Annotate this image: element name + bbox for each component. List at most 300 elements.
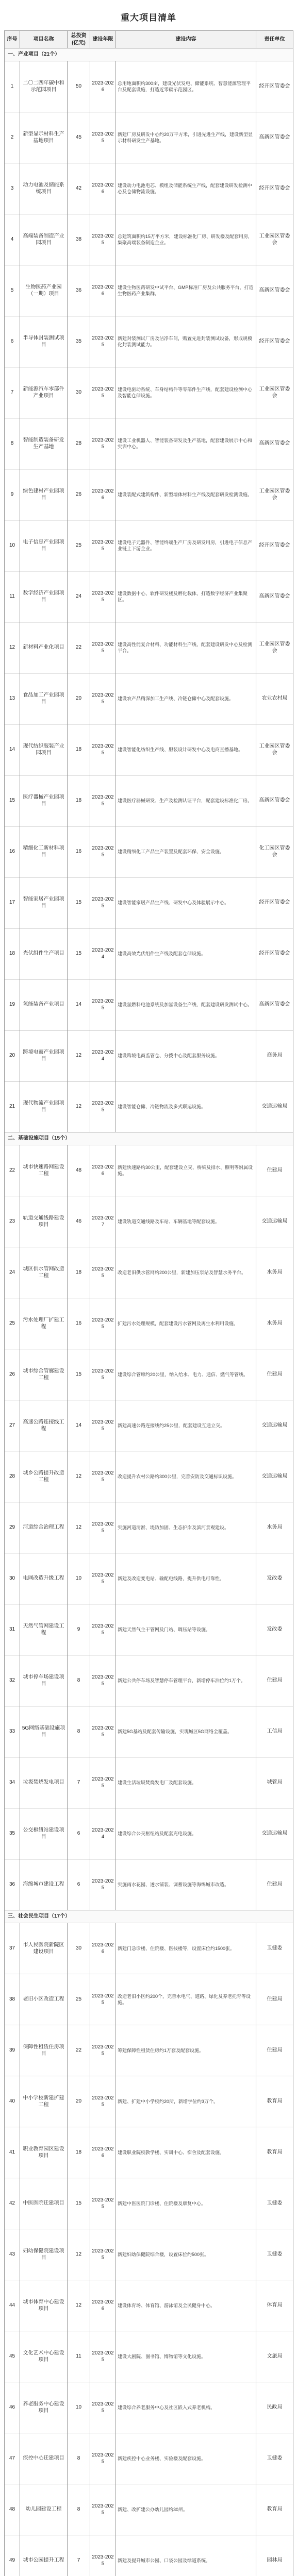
cell-project-name: 中小学校新建扩建工程 — [20, 2076, 68, 2127]
cell-no: 39 — [5, 2025, 20, 2076]
cell-investment: 11 — [68, 2331, 90, 2382]
cell-no: 15 — [5, 775, 20, 826]
cell-unit: 经开区管委会 — [256, 163, 293, 214]
cell-investment: 9 — [68, 1604, 90, 1655]
cell-period: 2023-2025 — [90, 979, 116, 1030]
cell-content: 建设综合养老服务中心及社区嵌入式养老机构。 — [116, 2382, 256, 2433]
cell-project-name: 妇幼保健院建设项目 — [20, 2229, 68, 2280]
cell-project-name: 生物医药产业园（一期）项目 — [20, 265, 68, 316]
cell-project-name: 城区供水管网改造工程 — [20, 1247, 68, 1298]
cell-period: 2023-2026 — [90, 2127, 116, 2178]
cell-content: 建设高性能复合材料、功能材料生产线，配套建设研发中心及检测平台。 — [116, 622, 256, 673]
section-row — [5, 1910, 293, 1923]
cell-content: 建设动力电池电芯、模组及储能系统生产线，配套建设研发检测中心及仓储物流设施。 — [116, 163, 256, 214]
cell-no: 32 — [5, 1655, 20, 1706]
cell-unit: 卫健委 — [256, 2178, 293, 2229]
cell-unit: 住建局 — [256, 2025, 293, 2076]
cell-content: 新建厂房及研发中心约20万平方米，引进先进生产线，建设新型显示材料研发生产基地。 — [116, 112, 256, 163]
cell-unit: 高新区管委会 — [256, 571, 293, 622]
cell-investment: 16 — [68, 1298, 90, 1349]
cell-period: 2023-2025 — [90, 2382, 116, 2433]
cell-period: 2023-2025 — [90, 1604, 116, 1655]
cell-investment: 30 — [68, 367, 90, 418]
cell-investment: 16 — [68, 826, 90, 877]
cell-project-name: 光伏组件生产项目 — [20, 928, 68, 979]
table-row — [5, 1196, 293, 1247]
cell-unit: 住建局 — [256, 1145, 293, 1196]
cell-project-name: 二〇二四年碳中和示范园项目 — [20, 61, 68, 112]
cell-period: 2023-2025 — [90, 2025, 116, 2076]
cell-unit: 经开区管委会 — [256, 61, 293, 112]
cell-project-name: 中医医院迁建项目 — [20, 2178, 68, 2229]
cell-no: 2 — [5, 112, 20, 163]
table-row — [5, 163, 293, 214]
table-row — [5, 1974, 293, 2025]
cell-no: 3 — [5, 163, 20, 214]
cell-content: 实施河道清淤、堤防加固、生态护岸及滨河景观建设。 — [116, 1502, 256, 1553]
cell-project-name: 氢能装备产业项目 — [20, 979, 68, 1030]
table-row — [5, 1859, 293, 1910]
cell-no: 33 — [5, 1706, 20, 1757]
cell-unit: 工业园区管委会 — [256, 367, 293, 418]
cell-investment: 12 — [68, 2229, 90, 2280]
cell-project-name: 数字经济产业园项目 — [20, 571, 68, 622]
cell-project-name: 职业教育园区建设项目 — [20, 2127, 68, 2178]
cell-period: 2023-2025 — [90, 1553, 116, 1604]
cell-period: 2023-2026 — [90, 61, 116, 112]
table-row — [5, 2382, 293, 2433]
cell-no: 18 — [5, 928, 20, 979]
table-row — [5, 2433, 293, 2484]
cell-period: 2023-2025 — [90, 418, 116, 469]
cell-investment: 12 — [68, 2280, 90, 2331]
cell-project-name: 公交枢纽站建设项目 — [20, 1808, 68, 1859]
cell-project-name: 城市快速路网建设工程 — [20, 1145, 68, 1196]
table-row — [5, 418, 293, 469]
cell-investment: 8 — [68, 1655, 90, 1706]
cell-unit: 经开区管委会 — [256, 316, 293, 367]
cell-content: 改造老旧供水管网约200公里，新建加压泵站及智慧水务平台。 — [116, 1247, 256, 1298]
document-title: 重大项目清单 — [121, 13, 176, 23]
cell-period: 2023-2024 — [90, 1030, 116, 1081]
cell-investment: 12 — [68, 1030, 90, 1081]
cell-no: 10 — [5, 520, 20, 571]
cell-investment: 24 — [68, 571, 90, 622]
cell-unit: 住建局 — [256, 1859, 293, 1910]
cell-content: 建设智能家居产品生产线、研发中心及体验展示中心。 — [116, 877, 256, 928]
cell-project-name: 天然气管网建设工程 — [20, 1604, 68, 1655]
cell-period: 2023-2025 — [90, 2433, 116, 2484]
table-row — [5, 877, 293, 928]
cell-content: 扩建污水处理规模，配套建设污水管网及再生水利用设施。 — [116, 1298, 256, 1349]
cell-no: 41 — [5, 2127, 20, 2178]
table-row — [5, 673, 293, 724]
cell-period: 2023-2025 — [90, 826, 116, 877]
header-period: 建设年限 — [90, 31, 116, 48]
cell-investment: 15 — [68, 1349, 90, 1400]
table-row — [5, 1604, 293, 1655]
table-row — [5, 469, 293, 520]
cell-content: 建设精细化工产品生产装置及配套环保、安全设施。 — [116, 826, 256, 877]
cell-content: 新建快速路约30公里，配套建设立交、桥梁及排水、照明等附属设施。 — [116, 1145, 256, 1196]
cell-project-name: 半导体封装测试项目 — [20, 316, 68, 367]
table-row — [5, 2178, 293, 2229]
cell-investment: 6 — [68, 1859, 90, 1910]
cell-investment: 45 — [68, 112, 90, 163]
cell-content: 新建封装测试厂房及洁净车间，购置先进封装测试设备，形成规模化封装测试能力。 — [116, 316, 256, 367]
cell-unit: 交通运输局 — [256, 1400, 293, 1451]
cell-period: 2023-2026 — [90, 265, 116, 316]
table-row — [5, 1298, 293, 1349]
cell-investment: 28 — [68, 418, 90, 469]
cell-investment: 35 — [68, 316, 90, 367]
cell-content: 新建公共停车场及智慧停车管理平台，新增停车泊位约1万个。 — [116, 1655, 256, 1706]
cell-project-name: 保障性租赁住房项目 — [20, 2025, 68, 2076]
cell-investment: 20 — [68, 673, 90, 724]
cell-investment: 12 — [68, 1451, 90, 1502]
cell-unit: 教育局 — [256, 2484, 293, 2535]
cell-project-name: 精细化工新材料项目 — [20, 826, 68, 877]
cell-content: 建设数据中心、软件研发楼及孵化载体，打造数字经济产业集聚区。 — [116, 571, 256, 622]
cell-unit: 经开区管委会 — [256, 928, 293, 979]
cell-content: 新建天然气主干管网及门站、调压站等设施。 — [116, 1604, 256, 1655]
cell-no: 46 — [5, 2382, 20, 2433]
cell-no: 35 — [5, 1808, 20, 1859]
cell-period: 2023-2024 — [90, 1808, 116, 1859]
cell-period: 2023-2025 — [90, 1298, 116, 1349]
cell-project-name: 5G网络基础设施项目 — [20, 1706, 68, 1757]
cell-project-name: 新能源汽车零部件产业项目 — [20, 367, 68, 418]
header-investment: 总投资(亿元) — [68, 31, 90, 48]
cell-investment: 10 — [68, 1553, 90, 1604]
cell-investment: 15 — [68, 928, 90, 979]
cell-project-name: 污水处理厂扩建工程 — [20, 1298, 68, 1349]
table-row — [5, 214, 293, 265]
cell-content: 新建高速公路连接线约25公里，配套建设互通立交。 — [116, 1400, 256, 1451]
project-table — [4, 30, 293, 2576]
cell-no: 30 — [5, 1553, 20, 1604]
cell-content: 建设医疗器械研发、生产及检测认证平台，配套建设标准化厂房。 — [116, 775, 256, 826]
section-label: 一、产业项目（21个） — [5, 48, 293, 61]
cell-no: 22 — [5, 1145, 20, 1196]
cell-no: 47 — [5, 2433, 20, 2484]
table-row — [5, 775, 293, 826]
cell-investment: 18 — [68, 775, 90, 826]
cell-no: 8 — [5, 418, 20, 469]
cell-investment: 8 — [68, 2484, 90, 2535]
cell-no: 6 — [5, 316, 20, 367]
cell-period: 2023-2025 — [90, 1757, 116, 1808]
table-row — [5, 2280, 293, 2331]
cell-investment: 8 — [68, 2433, 90, 2484]
cell-period: 2023-2025 — [90, 1081, 116, 1132]
cell-period: 2023-2025 — [90, 520, 116, 571]
cell-project-name: 电子信息产业园项目 — [20, 520, 68, 571]
table-row — [5, 112, 293, 163]
cell-period: 2023-2025 — [90, 1655, 116, 1706]
cell-investment: 22 — [68, 622, 90, 673]
table-row — [5, 1400, 293, 1451]
cell-no: 25 — [5, 1298, 20, 1349]
table-row — [5, 61, 293, 112]
cell-no: 42 — [5, 2178, 20, 2229]
cell-project-name: 高端装备制造产业园项目 — [20, 214, 68, 265]
cell-investment: 6 — [68, 1808, 90, 1859]
cell-no: 7 — [5, 367, 20, 418]
cell-project-name: 幼儿园建设工程 — [20, 2484, 68, 2535]
cell-period: 2023-2025 — [90, 571, 116, 622]
table-row — [5, 1451, 293, 1502]
cell-unit: 交通运输局 — [256, 1081, 293, 1132]
cell-content: 建设电驱动系统、车身结构件等零部件生产线，配套建设检测中心及智能仓储设施。 — [116, 367, 256, 418]
header-name: 项目名称 — [20, 31, 68, 48]
cell-investment: 38 — [68, 214, 90, 265]
cell-content: 新建、扩建中小学校约20所，新增学位约3万个。 — [116, 2076, 256, 2127]
cell-period: 2023-2025 — [90, 1451, 116, 1502]
cell-no: 48 — [5, 2484, 20, 2535]
cell-content: 新建5G基站及配套传输设施，实现城区5G网络全覆盖。 — [116, 1706, 256, 1757]
cell-content: 建设职业院校教学楼、实训中心、宿舍及配套设施。 — [116, 2127, 256, 2178]
cell-unit: 住建局 — [256, 1655, 293, 1706]
cell-period: 2023-2025 — [90, 1349, 116, 1400]
section-label: 二、基础设施项目（15个） — [5, 1132, 293, 1145]
cell-no: 29 — [5, 1502, 20, 1553]
cell-unit: 住建局 — [256, 1974, 293, 2025]
cell-investment: 8 — [68, 1706, 90, 1757]
cell-period: 2023-2025 — [90, 2229, 116, 2280]
section-row — [5, 1132, 293, 1145]
cell-content: 建设体育场、体育馆、游泳馆及全民健身中心。 — [116, 2280, 256, 2331]
cell-unit: 高新区管委会 — [256, 418, 293, 469]
cell-period: 2023-2025 — [90, 1247, 116, 1298]
cell-no: 36 — [5, 1859, 20, 1910]
cell-period: 2023-2025 — [90, 1502, 116, 1553]
cell-unit: 住建局 — [256, 1349, 293, 1400]
table-row — [5, 520, 293, 571]
cell-investment: 14 — [68, 979, 90, 1030]
cell-investment: 50 — [68, 61, 90, 112]
cell-unit: 文旅局 — [256, 2331, 293, 2382]
cell-content: 建设轨道交通线路及车站、车辆基地等配套设施。 — [116, 1196, 256, 1247]
cell-no: 17 — [5, 877, 20, 928]
cell-investment: 18 — [68, 724, 90, 775]
cell-no: 49 — [5, 2535, 20, 2576]
cell-no: 21 — [5, 1081, 20, 1132]
cell-period: 2023-2025 — [90, 2331, 116, 2382]
cell-project-name: 绿色建材产业园项目 — [20, 469, 68, 520]
cell-unit: 化工园区管委会 — [256, 826, 293, 877]
table-row — [5, 2331, 293, 2382]
table-row — [5, 826, 293, 877]
table-row — [5, 1808, 293, 1859]
cell-project-name: 高速公路连接线工程 — [20, 1400, 68, 1451]
cell-investment: 22 — [68, 2025, 90, 2076]
cell-content: 建设智能仓储、冷链物流及多式联运设施。 — [116, 1081, 256, 1132]
cell-project-name: 城市停车场建设项目 — [20, 1655, 68, 1706]
cell-no: 27 — [5, 1400, 20, 1451]
cell-no: 5 — [5, 265, 20, 316]
cell-project-name: 现代纺织服装产业园项目 — [20, 724, 68, 775]
header-no: 序号 — [5, 31, 20, 48]
cell-content: 建设高效光伏组件生产线及配套仓储设施。 — [116, 928, 256, 979]
cell-content: 新建妇幼保健院综合楼，设置床位约500张。 — [116, 2229, 256, 2280]
table-row — [5, 1081, 293, 1132]
table-row — [5, 1757, 293, 1808]
cell-period: 2023-2025 — [90, 622, 116, 673]
cell-project-name: 城市综合管廊建设工程 — [20, 1349, 68, 1400]
cell-period: 2023-2025 — [90, 112, 116, 163]
cell-content: 实施雨水花园、透水铺装、调蓄设施等海绵城市改造。 — [116, 1859, 256, 1910]
cell-period: 2023-2025 — [90, 214, 116, 265]
cell-no: 26 — [5, 1349, 20, 1400]
cell-project-name: 动力电池及储能系统项目 — [20, 163, 68, 214]
table-row — [5, 367, 293, 418]
cell-content: 新建门急诊楼、住院楼、医技楼等，设置床位约1500张。 — [116, 1923, 256, 1974]
cell-unit: 教育局 — [256, 2127, 293, 2178]
cell-content: 建设装配式建筑构件、新型墙体材料生产线及配套研发检测设施。 — [116, 469, 256, 520]
cell-content: 建设电子元器件、智能终端生产厂房及研发用房，引进电子信息产业链上下游企业。 — [116, 520, 256, 571]
cell-period: 2023-2024 — [90, 928, 116, 979]
cell-unit: 高新区管委会 — [256, 112, 293, 163]
table-row — [5, 2127, 293, 2178]
table-row — [5, 1553, 293, 1604]
cell-unit: 工信局 — [256, 1706, 293, 1757]
cell-period: 2023-2025 — [90, 2484, 116, 2535]
cell-project-name: 文化艺术中心建设项目 — [20, 2331, 68, 2382]
cell-investment: 20 — [68, 2076, 90, 2127]
table-row — [5, 1030, 293, 1081]
cell-no: 28 — [5, 1451, 20, 1502]
cell-unit: 工业园区管委会 — [256, 469, 293, 520]
cell-unit: 交通运输局 — [256, 1196, 293, 1247]
cell-project-name: 城市公园提升工程 — [20, 2535, 68, 2576]
cell-project-name: 电网改造升级工程 — [20, 1553, 68, 1604]
cell-content: 建设综合公交枢纽站及配套充电设施。 — [116, 1808, 256, 1859]
table-row — [5, 1706, 293, 1757]
cell-unit: 工业园区管委会 — [256, 622, 293, 673]
cell-no: 1 — [5, 61, 20, 112]
cell-unit: 高新区管委会 — [256, 979, 293, 1030]
cell-project-name: 智能制造装备研发生产基地 — [20, 418, 68, 469]
cell-content: 总用地面积约300亩，建设光伏发电、储能系统、智慧能源管理平台及配套设施，打造近零碳示范园区。 — [116, 61, 256, 112]
cell-period: 2023-2025 — [90, 1974, 116, 2025]
table-row — [5, 316, 293, 367]
cell-unit: 发改委 — [256, 1553, 293, 1604]
cell-no: 11 — [5, 571, 20, 622]
cell-investment: 14 — [68, 1400, 90, 1451]
cell-project-name: 市人民医院新院区建设项目 — [20, 1923, 68, 1974]
cell-investment: 30 — [68, 1923, 90, 1974]
cell-investment: 25 — [68, 520, 90, 571]
cell-investment: 46 — [68, 1196, 90, 1247]
cell-project-name: 垃圾焚烧发电项目 — [20, 1757, 68, 1808]
cell-no: 44 — [5, 2280, 20, 2331]
cell-content: 建设农产品精深加工生产线、冷链仓储中心及配套设施。 — [116, 673, 256, 724]
cell-no: 24 — [5, 1247, 20, 1298]
cell-project-name: 医疗器械产业园项目 — [20, 775, 68, 826]
header-unit: 责任单位 — [256, 31, 293, 48]
cell-project-name: 城市体育中心建设项目 — [20, 2280, 68, 2331]
cell-no: 31 — [5, 1604, 20, 1655]
cell-no: 12 — [5, 622, 20, 673]
cell-period: 2023-2025 — [90, 1400, 116, 1451]
cell-period: 2023-2025 — [90, 877, 116, 928]
cell-no: 40 — [5, 2076, 20, 2127]
cell-content: 建设氢燃料电池系统及加氢设备生产线，配套建设研发测试中心。 — [116, 979, 256, 1030]
cell-period: 2023-2026 — [90, 469, 116, 520]
cell-no: 13 — [5, 673, 20, 724]
cell-unit: 发改委 — [256, 1604, 293, 1655]
cell-project-name: 跨境电商产业园项目 — [20, 1030, 68, 1081]
cell-unit: 卫健委 — [256, 2433, 293, 2484]
cell-investment: 18 — [68, 2127, 90, 2178]
table-row — [5, 928, 293, 979]
cell-content: 建设工业机器人、智能装备研发及生产基地，配套建设展示中心和实训中心。 — [116, 418, 256, 469]
cell-investment: 42 — [68, 163, 90, 214]
cell-content: 新建、改扩建公办幼儿园约30所。 — [116, 2484, 256, 2535]
cell-content: 建设综合管廊约20公里，纳入给水、电力、通信、燃气等管线。 — [116, 1349, 256, 1400]
table-row — [5, 1247, 293, 1298]
cell-content: 建设生物医药研发中试平台、GMP标准厂房及公共服务平台，打造生物医药产业集群。 — [116, 265, 256, 316]
cell-project-name: 食品加工产业园项目 — [20, 673, 68, 724]
table-row — [5, 724, 293, 775]
cell-unit: 高新区管委会 — [256, 265, 293, 316]
cell-unit: 水务局 — [256, 1247, 293, 1298]
cell-period: 2023-2025 — [90, 724, 116, 775]
cell-project-name: 新型显示材料生产基地项目 — [20, 112, 68, 163]
cell-investment: 10 — [68, 2382, 90, 2433]
cell-content: 建设跨境电商监管仓、分拨中心及配套服务设施。 — [116, 1030, 256, 1081]
table-header — [5, 31, 293, 48]
table-row — [5, 1349, 293, 1400]
cell-period: 2023-2025 — [90, 316, 116, 367]
cell-investment: 18 — [68, 1247, 90, 1298]
cell-no: 34 — [5, 1757, 20, 1808]
cell-unit: 工业园区管委会 — [256, 214, 293, 265]
cell-period: 2023-2027 — [90, 1196, 116, 1247]
cell-period: 2023-2026 — [90, 163, 116, 214]
table-row — [5, 2484, 293, 2535]
cell-no: 45 — [5, 2331, 20, 2382]
cell-unit: 民政局 — [256, 2382, 293, 2433]
cell-content: 新建中医医院门诊楼、住院楼及康复中心。 — [116, 2178, 256, 2229]
cell-period: 2023-2025 — [90, 673, 116, 724]
cell-no: 19 — [5, 979, 20, 1030]
cell-no: 43 — [5, 2229, 20, 2280]
cell-investment: 15 — [68, 2178, 90, 2229]
cell-period: 2023-2025 — [90, 367, 116, 418]
cell-content: 改造提升农村公路约300公里，完善安防及交通标识设施。 — [116, 1451, 256, 1502]
table-row — [5, 622, 293, 673]
cell-period: 2023-2025 — [90, 775, 116, 826]
cell-period: 2023-2026 — [90, 1145, 116, 1196]
cell-project-name: 现代物流产业园项目 — [20, 1081, 68, 1132]
cell-unit: 交通运输局 — [256, 1808, 293, 1859]
cell-period: 2023-2025 — [90, 1859, 116, 1910]
table-row — [5, 265, 293, 316]
cell-no: 23 — [5, 1196, 20, 1247]
cell-no: 37 — [5, 1923, 20, 1974]
cell-no: 16 — [5, 826, 20, 877]
cell-unit: 高新区管委会 — [256, 775, 293, 826]
cell-investment: 25 — [68, 1974, 90, 2025]
table-row — [5, 2025, 293, 2076]
cell-unit: 体育局 — [256, 2280, 293, 2331]
cell-content: 建设大剧院、图书馆、博物馆等文化设施。 — [116, 2331, 256, 2382]
table-body — [5, 48, 293, 2576]
header-content: 建设内容 — [116, 31, 256, 48]
cell-unit: 园林局 — [256, 2535, 293, 2576]
